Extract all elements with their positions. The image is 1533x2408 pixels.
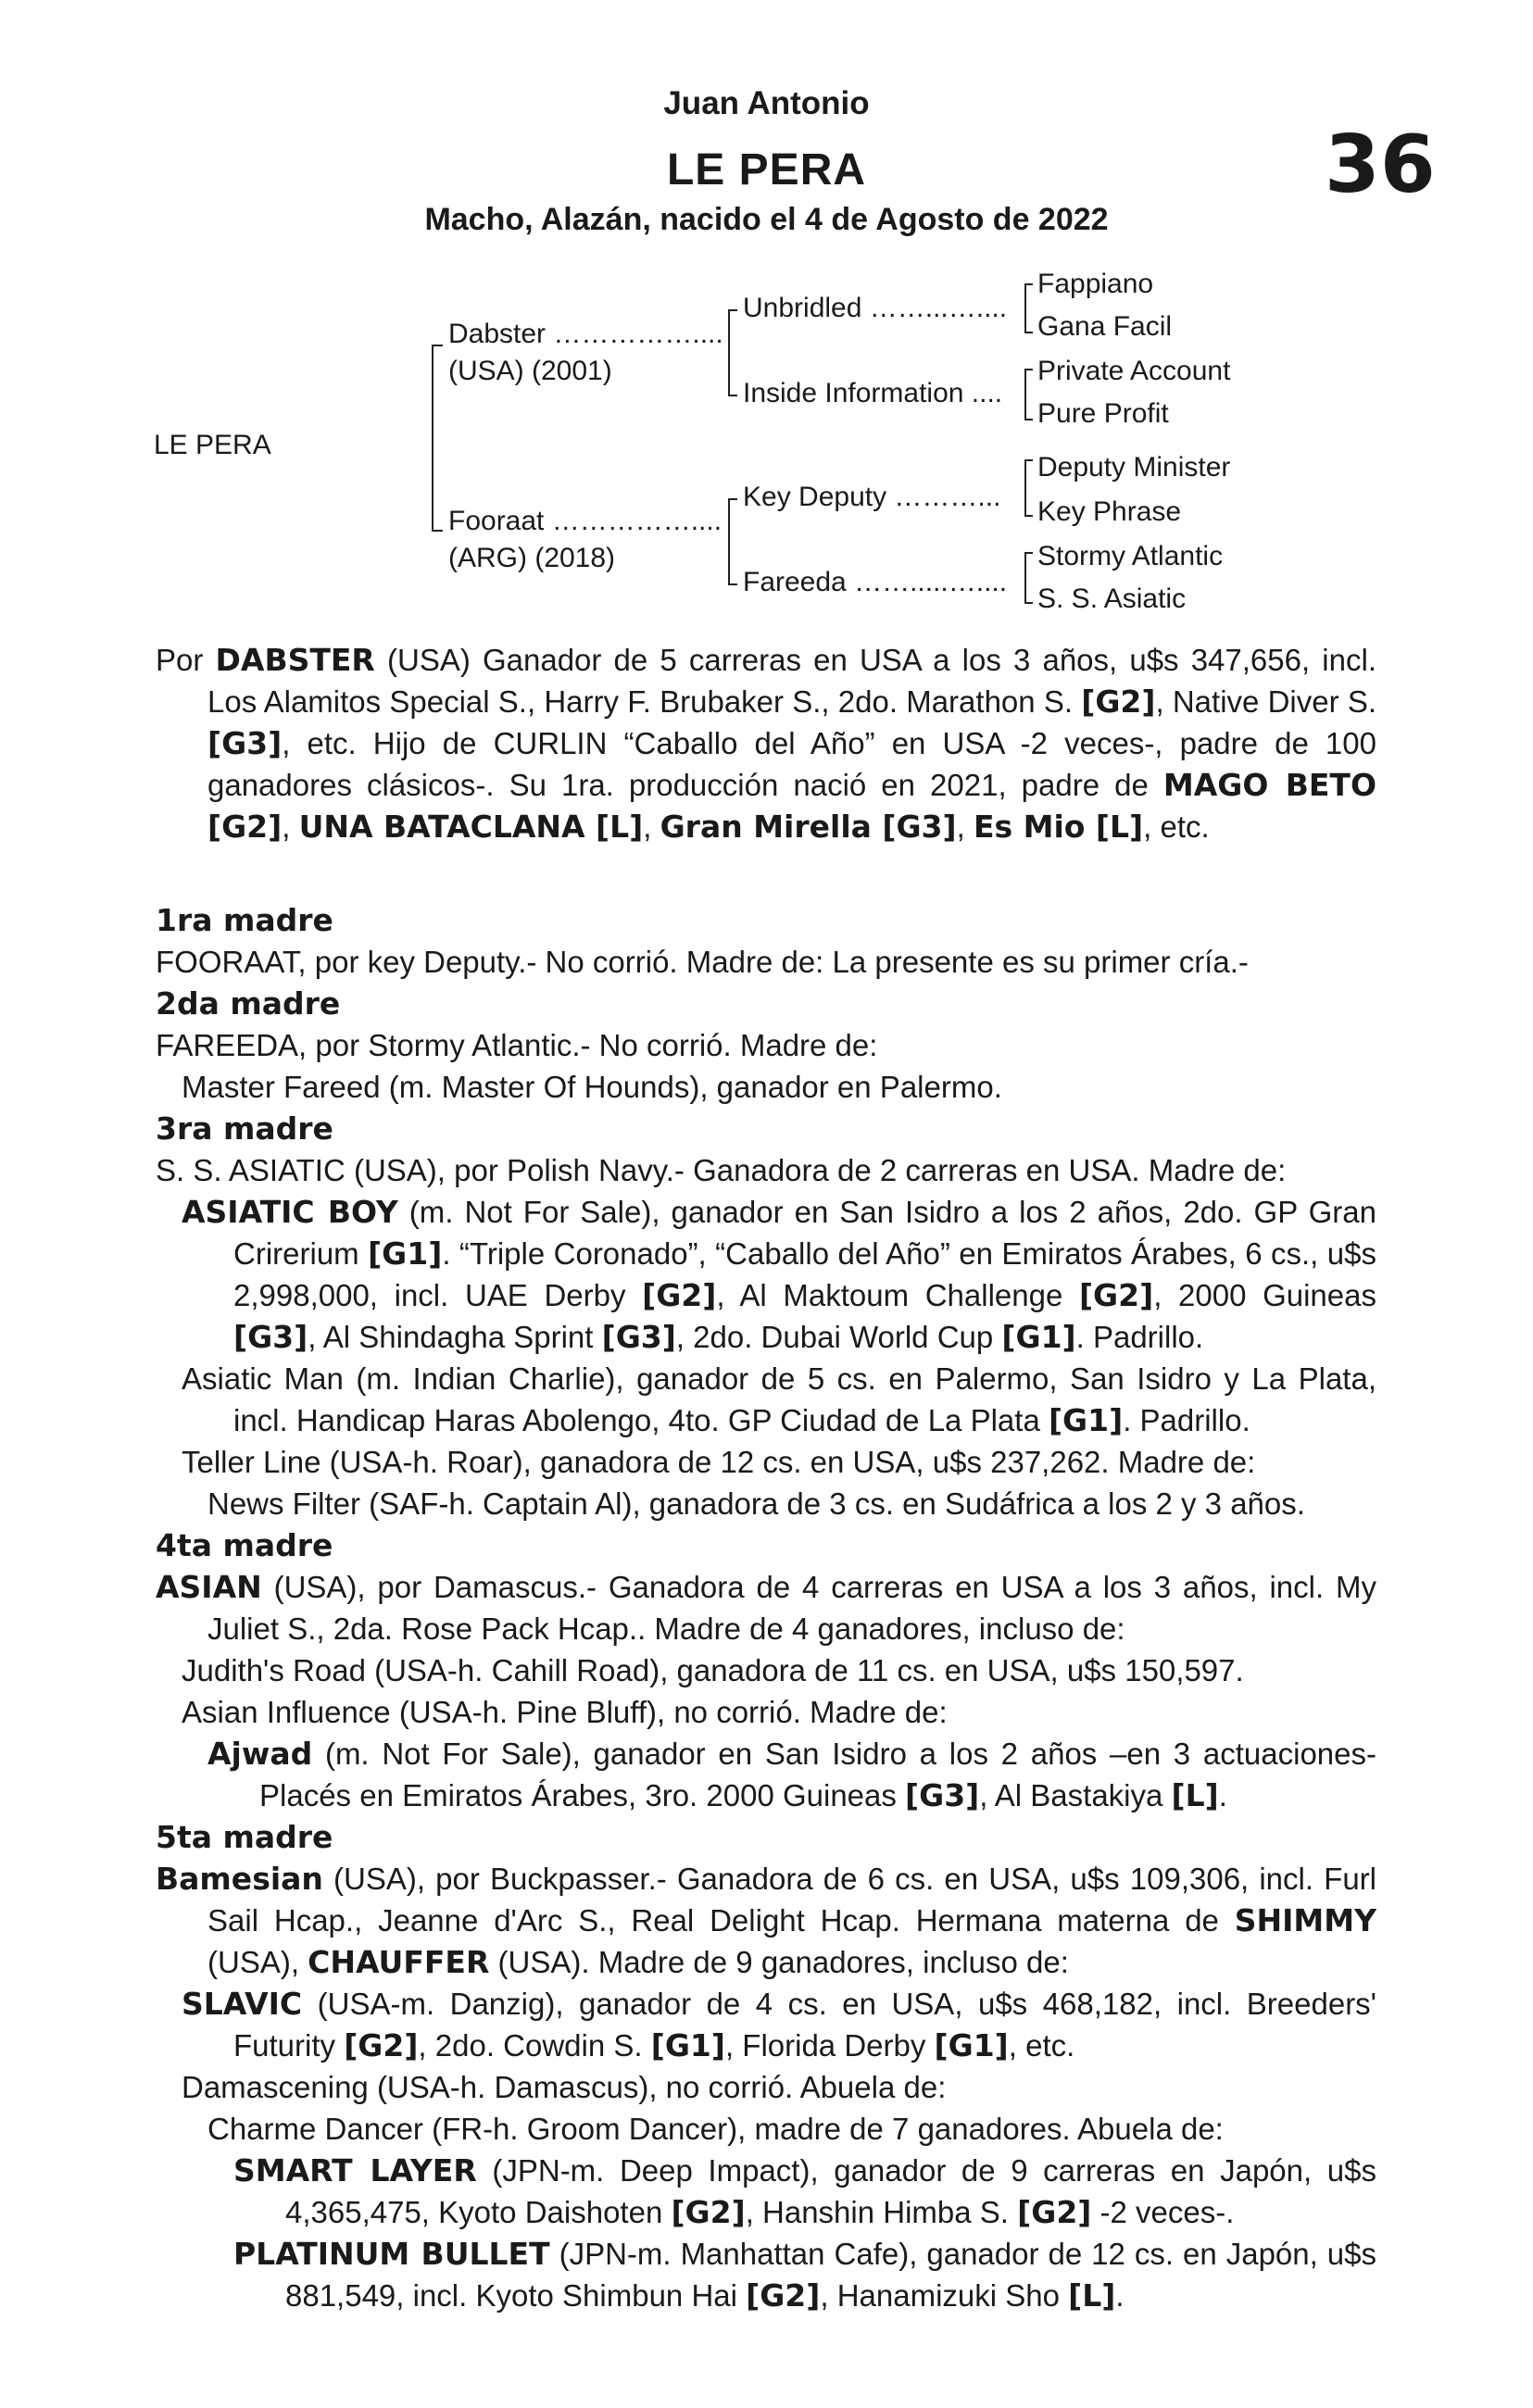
bracket-gen3-4-bottom — [1024, 602, 1033, 604]
produce-text: . Padrillo. — [1075, 1320, 1204, 1354]
bracket-gen3-1 — [1024, 283, 1026, 333]
produce-asiatic-boy — [156, 1191, 1376, 1358]
produce-slavic — [156, 1983, 1376, 2066]
pedigree-ggdam-4: S. S. Asiatic — [1037, 583, 1187, 614]
pedigree-sire-dam: Inside Information .... — [743, 378, 1003, 408]
grade-badge: [G2] — [1078, 1277, 1154, 1313]
pedigree-sire: Dabster …………….... — [448, 319, 723, 349]
produce-platinum-bullet — [156, 2233, 1376, 2316]
pedigree-ggdam-3: Key Phrase — [1037, 496, 1182, 527]
dam-name-bold: ASIAN — [156, 1569, 262, 1605]
grade-badge: [G2] — [746, 2277, 821, 2314]
winner-name: MAGO BETO [G2] — [207, 767, 1376, 845]
produce-smart-layer — [156, 2150, 1376, 2233]
produce-text: . — [1218, 1778, 1227, 1812]
grade-badge: [G2] — [344, 2027, 419, 2063]
produce-text: (m. Not For Sale), ganador en San Isidro a los 2 años –en 3 actuaciones- Placés en Emiratos Árabes, 3ro. 2000 Guineas — [259, 1737, 1376, 1812]
bracket-gen2-dam-bottom — [728, 583, 737, 585]
second-dam-produce: Master Fareed (m. Master Of Hounds), ganador en Palermo. — [182, 1070, 1002, 1104]
third-dam-text: S. S. ASIATIC (USA), por Polish Navy.- Ganadora de 2 carreras en USA. Madre de: — [156, 1153, 1287, 1187]
produce-ajwad — [156, 1733, 1376, 1816]
bracket-gen3-2 — [1024, 369, 1026, 420]
produce-text: Asiatic Man (m. Indian Charlie), ganador de 5 cs. en Palermo, San Isidro y La Plata, incl. Handicap Haras Abolengo, 4to. GP Ciudad de La Plata — [182, 1361, 1376, 1437]
winner-name: PLATINUM BULLET — [233, 2236, 550, 2272]
grade-badge: [G3] — [207, 725, 283, 761]
grade-badge: [G2] — [642, 1277, 717, 1313]
heading-4ta-madre: 4ta madre — [156, 1527, 333, 1563]
produce-news-filter: News Filter (SAF-h. Captain Al), ganadora de 3 cs. en Sudáfrica a los 2 y 3 años. — [207, 1486, 1305, 1521]
produce-text: , Al Bastakiya — [979, 1778, 1172, 1812]
bracket-gen3-4-top — [1024, 552, 1033, 554]
produce-asiatic-man — [156, 1358, 1376, 1441]
produce-text: . “Triple Coronado”, “Caballo del Año” en Emiratos Árabes, 6 cs., u$s 2,998,000, incl. UAE Derby — [233, 1236, 1376, 1312]
produce-text: , Hanshin Himba S. — [745, 2195, 1018, 2229]
fourth-dam-text — [156, 1566, 1376, 1649]
bracket-gen3-3-top — [1024, 459, 1033, 461]
produce-damascening: Damascening (USA-h. Damascus), no corrió. Abuela de: — [182, 2070, 947, 2104]
bracket-gen3-2-top — [1024, 369, 1033, 370]
horse-name: LE PERA — [666, 145, 867, 194]
sire-text: (USA) Ganador de 5 carreras en USA a los 3 años, u$s 347,656, incl. Los Alamitos Special S., Harry F. Brubaker S., 2do. Marathon S. — [207, 643, 1376, 719]
grade-badge: [L] — [1068, 2277, 1116, 2314]
separator: , — [956, 809, 974, 844]
produce-text: , Al Shindagha Sprint — [308, 1320, 602, 1354]
produce-teller-line: Teller Line (USA-h. Roar), ganadora de 12 cs. en USA, u$s 237,262. Madre de: — [182, 1445, 1256, 1479]
dam-name-bold: Bamesian — [156, 1861, 323, 1897]
produce-text: , Al Maktoum Challenge — [716, 1278, 1079, 1312]
grade-badge: [G2] — [1017, 2194, 1092, 2230]
sire-text: Por — [156, 643, 216, 677]
heading-3ra-madre: 3ra madre — [156, 1110, 333, 1147]
winner-name: ASIATIC BOY — [182, 1194, 398, 1230]
bracket-gen3-3-bottom — [1024, 515, 1033, 517]
pedigree-dam-dam: Fareeda …….....….... — [743, 567, 1008, 597]
sire-text: , etc. Hijo de CURLIN “Caballo del Año” en USA -2 veces-, padre de 100 ganadores clásicos-. Su 1ra. producción nació en 2021, padre de — [207, 726, 1376, 802]
heading-5ta-madre: 5ta madre — [156, 1819, 333, 1855]
grade-badge: [G3] — [905, 1777, 980, 1813]
pedigree-ggsire-4: Stormy Atlantic — [1037, 541, 1224, 571]
pedigree-chart — [0, 0, 1533, 630]
sibling-name: SHIMMY — [1234, 1902, 1376, 1938]
grade-badge: [G1] — [934, 2027, 1009, 2063]
pedigree-sire-sire: Unbridled ……...….... — [743, 293, 1008, 323]
produce-text: (JPN-m. Deep Impact), ganador de 9 carreras en Japón, u$s 4,365,475, Kyoto Daishoten — [285, 2153, 1376, 2229]
produce-text: , 2do. Dubai World Cup — [675, 1320, 1002, 1354]
second-dam-text: FAREEDA, por Stormy Atlantic.- No corrió. Madre de: — [156, 1028, 878, 1062]
pedigree-ggsire-1: Fappiano — [1037, 269, 1154, 299]
bracket-gen3-1-top — [1024, 283, 1033, 285]
bracket-gen1-bottom — [432, 530, 443, 532]
first-dam-text: FOORAAT, por key Deputy.- No corrió. Madre de: La presente es su primer cría.- — [156, 945, 1249, 979]
produce-text: (USA-m. Danzig), ganador de 4 cs. en USA, u$s 468,182, incl. Breeders' Futurity — [233, 1987, 1376, 2063]
produce-text: , etc. — [1008, 2028, 1075, 2063]
produce-judiths-road: Judith's Road (USA-h. Cahill Road), ganadora de 11 cs. en USA, u$s 150,597. — [182, 1653, 1244, 1687]
produce-text: . — [1115, 2278, 1125, 2313]
lot-number: 36 — [1325, 119, 1436, 211]
winner-name: Es Mio [L] — [973, 809, 1144, 845]
pedigree-ggdam-2: Pure Profit — [1037, 398, 1169, 429]
dam-text: (USA), por Buckpasser.- Ganadora de 6 cs. en USA, u$s 109,306, incl. Furl Sail Hcap., Jeanne d'Arc S., Real Delight Hcap. Hermana materna de — [207, 1862, 1376, 1938]
owner-name: Juan Antonio — [663, 85, 870, 121]
separator: , — [643, 809, 660, 844]
grade-badge: [G1] — [1048, 1402, 1124, 1438]
winner-name: SLAVIC — [182, 1986, 303, 2022]
sire-name-bold: DABSTER — [215, 642, 375, 678]
grade-badge: [G3] — [601, 1319, 676, 1355]
sire-text: , Native Diver S. — [1155, 684, 1376, 719]
pedigree-ggsire-2: Private Account — [1037, 356, 1231, 386]
produce-text: , Hanamizuki Sho — [820, 2278, 1069, 2313]
sibling-name: CHAUFFER — [308, 1944, 490, 1980]
produce-asian-influence: Asian Influence (USA-h. Pine Bluff), no corrió. Madre de: — [182, 1695, 948, 1729]
pedigree-dam-origin: (ARG) (2018) — [448, 543, 616, 573]
bracket-gen2-sire — [728, 309, 730, 396]
pedigree-ggsire-3: Deputy Minister — [1037, 452, 1231, 483]
fifth-dam-text — [156, 1858, 1376, 1983]
heading-1ra-madre: 1ra madre — [156, 902, 333, 938]
produce-text: (m. Not For Sale), ganador en San Isidro a los 2 años, 2do. GP Gran Crirerium — [233, 1195, 1376, 1271]
winner-name: Ajwad — [207, 1736, 313, 1772]
dam-text: (USA), — [207, 1945, 308, 1979]
bracket-gen3-1-bottom — [1024, 332, 1033, 333]
bracket-gen3-3 — [1024, 459, 1026, 517]
winner-name: Gran Mirella [G3] — [660, 809, 957, 845]
grade-badge: [G3] — [233, 1319, 308, 1355]
bracket-gen1 — [432, 345, 434, 532]
produce-charme-dancer: Charme Dancer (FR-h. Groom Dancer), madre de 7 ganadores. Abuela de: — [207, 2112, 1224, 2146]
bracket-gen2-sire-bottom — [728, 395, 737, 396]
grade-badge: [L] — [1171, 1777, 1219, 1813]
produce-text: , 2do. Cowdin S. — [418, 2028, 651, 2063]
pedigree-dam: Fooraat …………….... — [448, 506, 723, 536]
produce-text: , Florida Derby — [724, 2028, 935, 2063]
produce-text: (JPN-m. Manhattan Cafe), ganador de 12 cs. en Japón, u$s 881,549, incl. Kyoto Shimbun Hai — [285, 2237, 1376, 2313]
produce-text: . Padrillo. — [1123, 1403, 1250, 1437]
grade-badge: [G2] — [1081, 684, 1156, 720]
dam-text: (USA), por Damascus.- Ganadora de 4 carreras en USA a los 3 años, incl. My Juliet S., 2da. Rose Pack Hcap.. Madre de 4 ganadores, incluso de: — [207, 1570, 1376, 1646]
grade-badge: [G1] — [368, 1235, 443, 1272]
dam-text: (USA). Madre de 9 ganadores, incluso de: — [489, 1945, 1069, 1979]
sire-paragraph — [156, 639, 1376, 847]
winner-name: SMART LAYER — [233, 2152, 477, 2189]
pedigree-sire-origin: (USA) (2001) — [448, 356, 612, 386]
bracket-gen3-4 — [1024, 552, 1026, 604]
produce-text: , 2000 Guineas — [1153, 1278, 1376, 1312]
pedigree-dam-sire: Key Deputy ………... — [743, 482, 1001, 512]
grade-badge: [G1] — [650, 2027, 725, 2063]
pedigree-subject: LE PERA — [154, 430, 271, 460]
bracket-gen2-dam-top — [728, 498, 737, 500]
bracket-gen1-top — [432, 345, 443, 346]
catalog-body — [156, 639, 1376, 2316]
horse-description: Macho, Alazán, nacido el 4 de Agosto de 2022 — [424, 202, 1109, 237]
bracket-gen2-dam — [728, 498, 730, 585]
bracket-gen2-sire-top — [728, 309, 737, 311]
bracket-gen3-2-bottom — [1024, 419, 1033, 420]
grade-badge: [G2] — [671, 2194, 746, 2230]
grade-badge: [G1] — [1001, 1319, 1076, 1355]
heading-2da-madre: 2da madre — [156, 985, 341, 1022]
sire-text: , etc. — [1143, 809, 1210, 844]
pedigree-ggdam-1: Gana Facil — [1037, 311, 1173, 342]
produce-text: -2 veces-. — [1091, 2195, 1235, 2229]
winner-name: UNA BATACLANA [L] — [298, 809, 644, 845]
separator: , — [282, 809, 299, 844]
